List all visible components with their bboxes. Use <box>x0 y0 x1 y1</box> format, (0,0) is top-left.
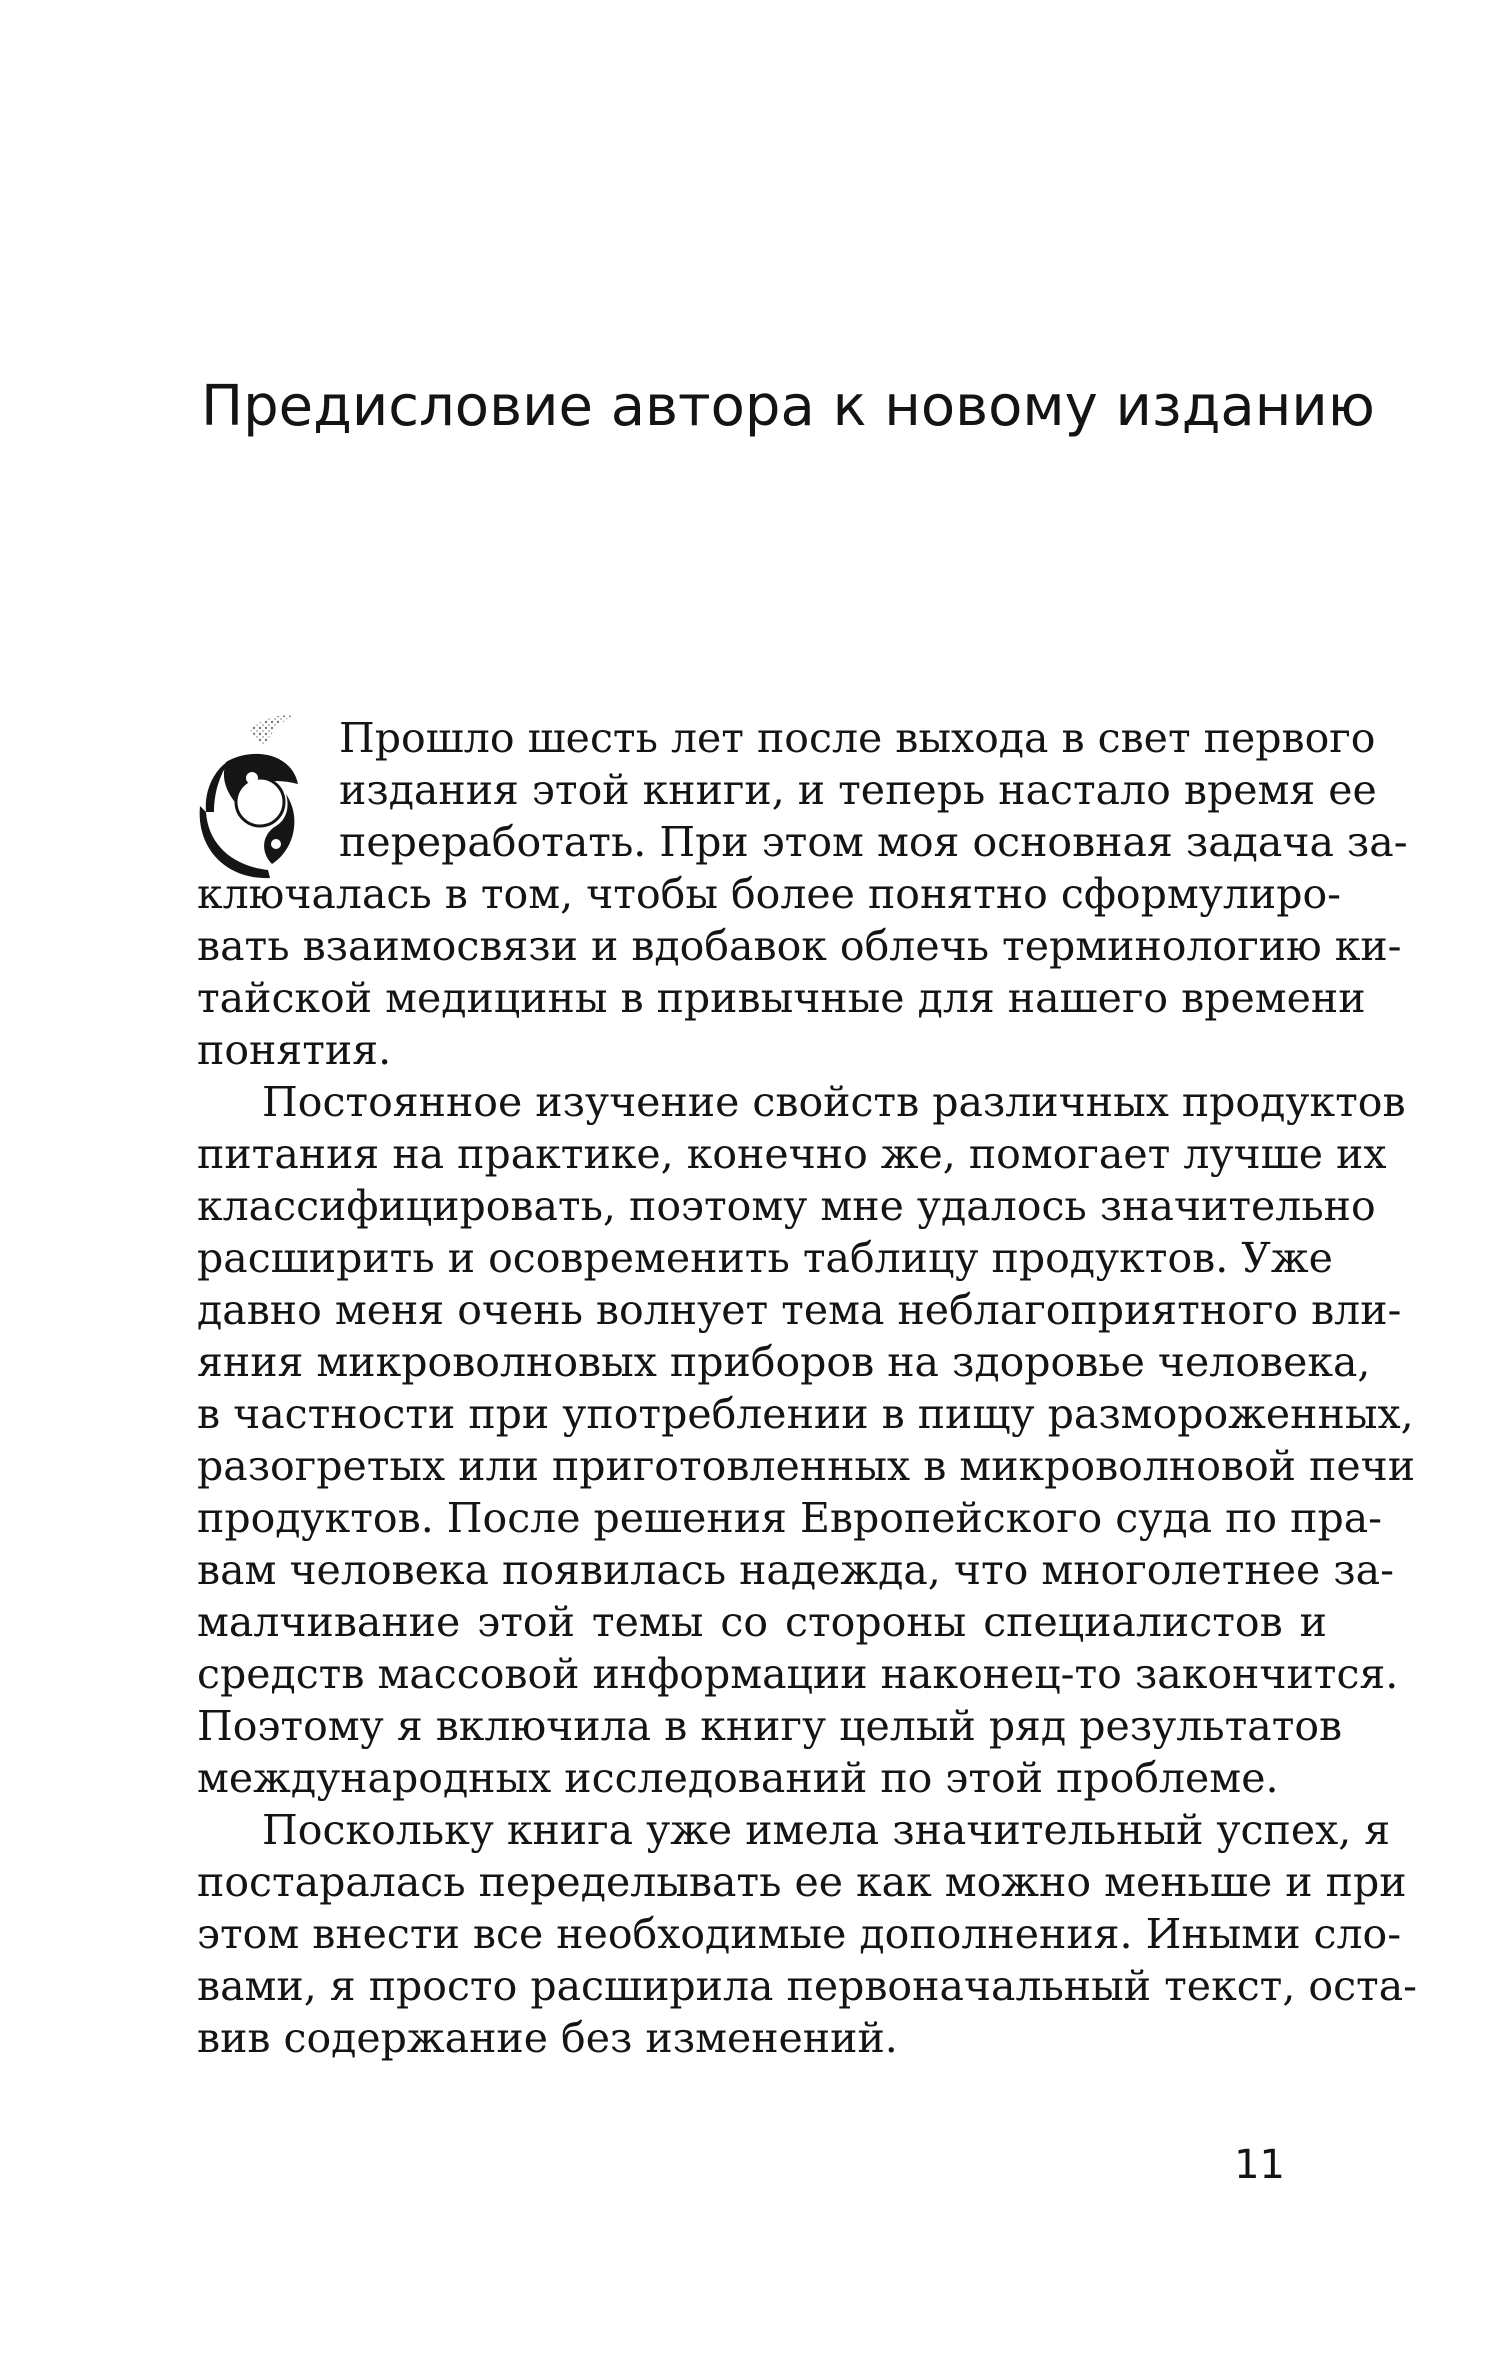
text-line: международных исследований по этой проблеме. <box>197 1754 1279 1802</box>
text-line: яния микроволновых приборов на здоровье человека, <box>197 1338 1371 1386</box>
chapter-title: Предисловие автора к новому изданию <box>201 374 1375 439</box>
text-line: Постоянное изучение свойств различных продуктов <box>262 1078 1406 1126</box>
text-line: этом внести все необходимые дополнения. Иными сло- <box>197 1910 1402 1958</box>
text-line: издания этой книги, и теперь настало время ее <box>339 766 1377 814</box>
text-line: малчивание этой темы со стороны специалистов и <box>197 1598 1327 1646</box>
text-line: продуктов. После решения Европейского суда по пра- <box>197 1494 1382 1542</box>
text-line: ключалась в том, чтобы более понятно сформулиро- <box>197 870 1342 918</box>
text-line: расширить и осовременить таблицу продуктов. Уже <box>197 1234 1333 1282</box>
text-line: Поскольку книга уже имела значительный успех, я <box>262 1806 1391 1854</box>
text-line: средств массовой информации наконец-то закончится. <box>197 1650 1399 1698</box>
text-line: Прошло шесть лет после выхода в свет первого <box>339 714 1376 762</box>
page-number: 11 <box>1234 2142 1285 2188</box>
text-line: вам человека появилась надежда, что многолетнее за- <box>197 1546 1394 1594</box>
text-line: классифицировать, поэтому мне удалось значительно <box>197 1182 1376 1230</box>
text-line: Поэтому я включила в книгу целый ряд результатов <box>197 1702 1343 1750</box>
text-line: вами, я просто расширила первоначальный текст, оста- <box>197 1962 1418 2010</box>
text-line: в частности при употреблении в пищу размороженных, <box>197 1390 1414 1438</box>
text-line: вать взаимосвязи и вдобавок облечь терминологию ки- <box>197 922 1402 970</box>
text-line: понятия. <box>197 1026 392 1074</box>
text-line: вив содержание без изменений. <box>197 2014 898 2062</box>
text-line: разогретых или приготовленных в микроволновой печи <box>197 1442 1416 1490</box>
text-line: переработать. При этом моя основная задача за- <box>339 818 1408 866</box>
text-line: постаралась переделывать ее как можно меньше и при <box>197 1858 1407 1906</box>
yin-yang-icon <box>168 702 306 890</box>
text-line: питания на практике, конечно же, помогает лучше их <box>197 1130 1387 1178</box>
text-line: давно меня очень волнует тема неблагоприятного вли- <box>197 1286 1402 1334</box>
text-line: тайской медицины в привычные для нашего времени <box>197 974 1366 1022</box>
